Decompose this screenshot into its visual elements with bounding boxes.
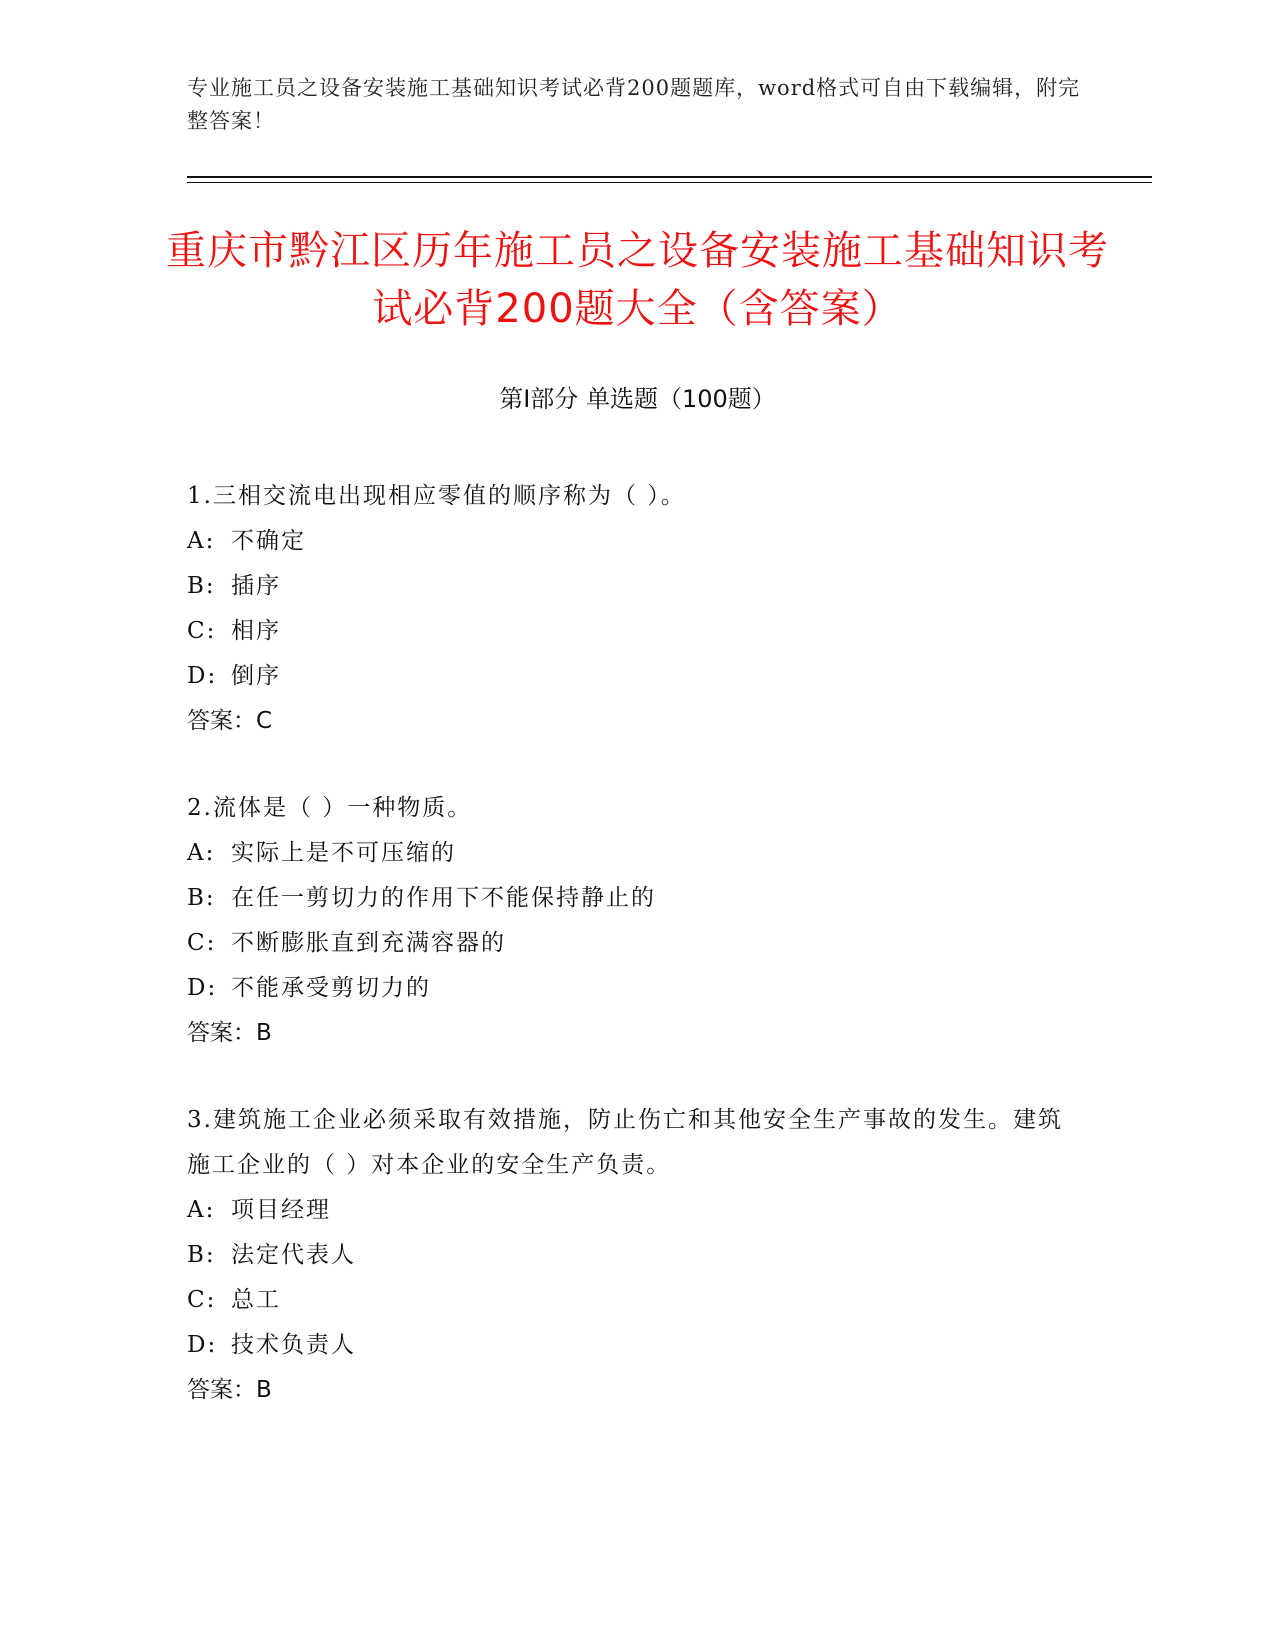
answer: 答案：C <box>187 708 273 734</box>
option-text: 不断膨胀直到充满容器的 <box>231 930 506 956</box>
option-letter: C: <box>187 930 217 956</box>
option-text: 总工 <box>231 1287 281 1313</box>
answer: 答案：B <box>187 1020 272 1046</box>
option-d <box>187 966 1067 1011</box>
option-letter: D: <box>187 663 218 689</box>
option-c <box>187 921 1067 966</box>
option-letter: C: <box>187 1287 217 1313</box>
option-b <box>187 1233 1067 1278</box>
option-text: 相序 <box>231 618 281 644</box>
option-text: 不确定 <box>231 528 306 554</box>
document-title: 重庆市黔江区历年施工员之设备安装施工基础知识考试必背200题大全（含答案） <box>166 228 1109 332</box>
answer: 答案：B <box>187 1377 272 1403</box>
option-letter: C: <box>187 618 217 644</box>
option-d <box>187 654 1067 699</box>
option-b <box>187 876 1067 921</box>
option-text: 技术负责人 <box>231 1332 356 1358</box>
option-text: 实际上是不可压缩的 <box>231 840 456 866</box>
option-c <box>187 609 1067 654</box>
option-text: 法定代表人 <box>231 1242 356 1268</box>
option-a <box>187 831 1067 876</box>
option-a <box>187 519 1067 564</box>
option-letter: A: <box>187 528 216 554</box>
option-text: 倒序 <box>231 663 281 689</box>
option-letter: B: <box>187 573 216 599</box>
option-letter: B: <box>187 1242 216 1268</box>
option-a <box>187 1188 1067 1233</box>
option-text: 不能承受剪切力的 <box>231 975 431 1001</box>
option-text: 在任一剪切力的作用下不能保持静止的 <box>231 885 656 911</box>
question-1 <box>187 474 1067 744</box>
question-stem: 1.三相交流电出现相应零值的顺序称为（ ）。 <box>187 483 686 509</box>
option-letter: D: <box>187 975 218 1001</box>
option-letter: A: <box>187 1197 216 1223</box>
question-3 <box>187 1098 1067 1413</box>
header-note: 专业施工员之设备安装施工基础知识考试必背200题题库，word格式可自由下载编辑，附完整答案！ <box>187 76 1081 133</box>
header-divider-thin <box>187 182 1152 183</box>
header-divider-thick <box>187 176 1152 178</box>
question-2 <box>187 786 1067 1056</box>
question-stem: 3.建筑施工企业必须采取有效措施，防止伤亡和其他安全生产事故的发生。建筑施工企业的（ ）对本企业的安全生产负责。 <box>187 1107 1063 1178</box>
section-title: 第I部分 单选题（100题） <box>499 385 776 413</box>
option-d <box>187 1323 1067 1368</box>
option-c <box>187 1278 1067 1323</box>
option-letter: D: <box>187 1332 218 1358</box>
option-letter: A: <box>187 840 216 866</box>
option-b <box>187 564 1067 609</box>
question-list <box>187 474 1067 1455</box>
option-text: 插序 <box>231 573 281 599</box>
question-stem: 2.流体是（ ）一种物质。 <box>187 795 473 821</box>
option-text: 项目经理 <box>231 1197 331 1223</box>
option-letter: B: <box>187 885 216 911</box>
